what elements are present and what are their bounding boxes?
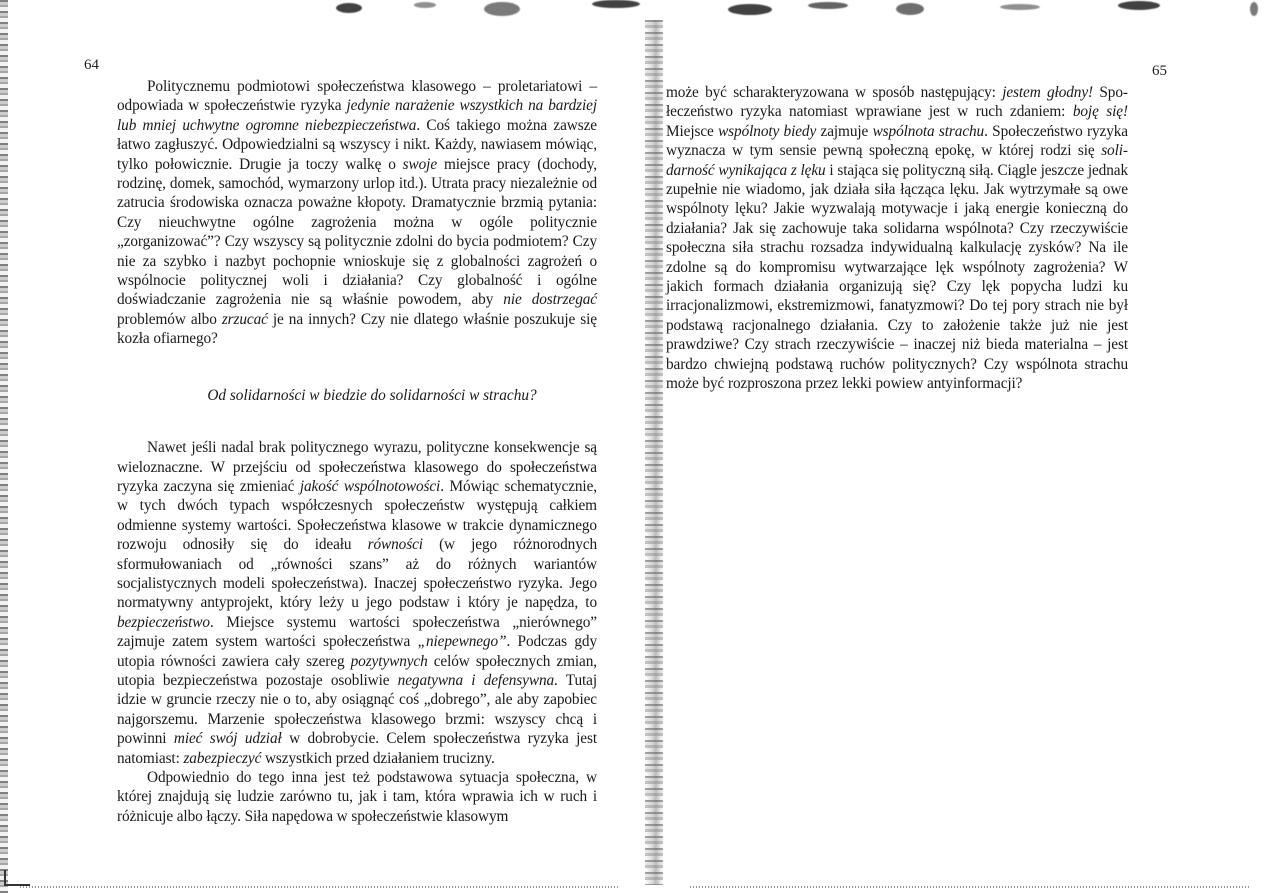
italic-text: mieć swój udział (173, 730, 282, 748)
italic-text: jakość wspólnotowości (299, 477, 441, 495)
text-run: Odpowiednio do tego inna jest też podstawowa sytuacja społeczna, w której znajdują się ludzie zarówno tu, jak i tam, która wprawia ich w ruch i różnicuje albo łączy. Siła napędowa w społeczeństwie klasowym (117, 769, 597, 825)
italic-text: negatywna i defensywna (397, 671, 555, 689)
italic-text: wspólnoty biedy (718, 122, 817, 140)
page-number-right: 65 (1152, 63, 1167, 79)
italic-text: jestem głodny! (1002, 84, 1094, 101)
italic-text: zrzucać (221, 310, 268, 328)
text-run: . Coś takiego można zawsze łatwo zagłuszyć. Odpowiedzialni są wszyscy i nikt. Każdy, nawiasem mówiąc, tylko połowicznie. Drugie ja toczy walkę o (117, 116, 597, 173)
text-run: zajmuje (816, 122, 873, 140)
text-run: w dobrobycie. Celem społeczeństwa ryzyka jest natomiast: (117, 730, 598, 767)
text-run: . Mówiąc schematycznie, w tych dwóch typach współczesnych społeczeństw występują całkiem odmienne systemy wartości. Społeczeństwa klasowe w trakcie dynamicznego rozwoju odnosiły się do ideału (117, 477, 597, 554)
page-number-left: 64 (84, 57, 99, 73)
italic-text: zabezpieczyć (183, 749, 262, 767)
text-run: może być scharakteryzowana w sposób następujący: (666, 84, 1003, 101)
text-run: . Tutaj idzie w gruncie rzeczy nie o to, aby osiągnąć coś „dobrego”, ale aby zapobiec najgorszemu. Marzenie społeczeństwa klasowego brzmi: wszyscy chcą i powinni (117, 671, 597, 748)
text-run: celów społecznych zmian, utopia bezpieczeństwa pozostaje osobliwie (117, 652, 597, 689)
text-run: je na innych? Czy nie dlatego właśnie poszukuje się kozła ofiarnego? (117, 310, 597, 348)
scan-corner-mark (4, 870, 30, 886)
text-run: miejsce pracy (dochody, rodzinę, domek, samochód, wymarzony urlop itd.). Utrata pracy niezależnie od zatrucia środowiska oznacza poważne kłopoty. Dramatycznie brzmią pytania: Czy nieuchwytne ogólne zagrożenia można w ogóle politycznie „zorganizować”? Czy wszyscy są politycznie zdolni do bycia podmiotem? Czy nie za szybko i nazbyt pochopnie wnioskuje się z globalności zagrożeń o wspólnocie politycznej woli i działania? Czy globalność i ogólne doświadczanie zagrożenia nie są właśnie powodem, aby (117, 155, 597, 309)
text-run: Miejsce (666, 122, 719, 140)
book-gutter (645, 20, 663, 885)
italic-text: boję się! (1072, 103, 1128, 121)
paragraph (117, 768, 597, 826)
text-run: . Społeczeństwo ryzyka wyznacza w tym sensie pewną społeczną epokę, w której rodzi się (666, 122, 1128, 160)
italic-text: wspólnota strachu (872, 122, 985, 140)
text-run: problemów albo (117, 310, 222, 328)
section-heading: Od solidarności w biedzie do solidarności w strachu? (207, 386, 537, 404)
text-run: (w jego różnorodnych sformułowaniach od „równości szans” aż do różnych wariantów socjalistycznych modeli społeczeństwa). Inaczej społeczeństwo ryzyka. Jego normatywny antyprojekt, który leży u jego podstaw i który je napędza, to (117, 536, 597, 612)
text-run: . Podczas gdy utopia równości zawiera cały szereg (117, 633, 597, 670)
left-page-text (117, 77, 597, 826)
paragraph (117, 77, 597, 349)
paragraph (666, 83, 1128, 394)
right-page-text (666, 83, 1128, 394)
italic-text: solidarność wynikająca z lęku (666, 142, 1128, 179)
text-run: wszystkich przed działaniem trucizny. (261, 749, 495, 767)
text-run: Politycznemu podmiotowi społeczeństwa klasowego – proletariatowi – odpowiada w społeczeństwie ryzyka (117, 78, 597, 115)
text-run: Nawet jeśli nadal brak politycznego wyrazu, polityczne konsekwencje są wieloznaczne. W przejściu od społeczeństwa klasowego do społeczeństwa ryzyka zaczyna się zmieniać (117, 439, 597, 495)
italic-text: pozytywnych (350, 652, 428, 670)
italic-text: swoje (402, 155, 438, 173)
italic-text: „niepewnego” (417, 633, 507, 651)
italic-text: równości (367, 536, 423, 554)
scan-artifact-bottom-right (690, 886, 1250, 888)
text-run: . Miejsce systemu wartości społeczeństwa „nierównego” zajmuje zatem system wartości społeczeństwa (117, 613, 597, 651)
text-run: Społeczeństwo ryzyka natomiast wprawiane jest w ruch zdaniem: (666, 84, 1129, 121)
scan-artifact-bottom (20, 886, 620, 888)
italic-text: nie dostrzegać (503, 291, 597, 309)
italic-text: jedynie narażenie wszystkich na bardziej lub mniej uchwytne ogromne niebezpieczeństwa (117, 97, 597, 134)
scan-artifact-top (0, 0, 1279, 22)
text-run: i stająca się polityczną siłą. Ciągle jeszcze jednak zupełnie nie wiadomo, jak działa siła łącząca lęku. Jak wytrzymałe są owe wspólnoty lęku? Jakie wyzwalają motywacje i jaką energie konieczną do działania? Jak się zachowuje taka solidarna wspólnota? Czy rzeczywiście społeczna siła strachu rozsadza indywidualną kalkulację zysków? Na ile zdolne są do kompromisu wytwarzające lęk wspólnoty zagrożenia? W jakich formach działania organizują się? Czy lęk popycha ludzi ku irracjonalizmowi, ekstremizmowi, fanatyzmowi? Do tej pory strach nie był podstawą racjonalnego działania. Czy to założenie także już nie jest prawdziwe? Czy strach rzeczywiście – inaczej niż bieda materialna – jest bardzo chwiejną podstawą ruchów politycznych? Czy wspólnota strachu może być rozproszona przez lekki powiew antyinformacji? (666, 161, 1128, 393)
paragraph (117, 438, 597, 768)
italic-text: bezpieczeństwo (117, 613, 210, 631)
scan-artifact-left-edge (0, 0, 8, 893)
